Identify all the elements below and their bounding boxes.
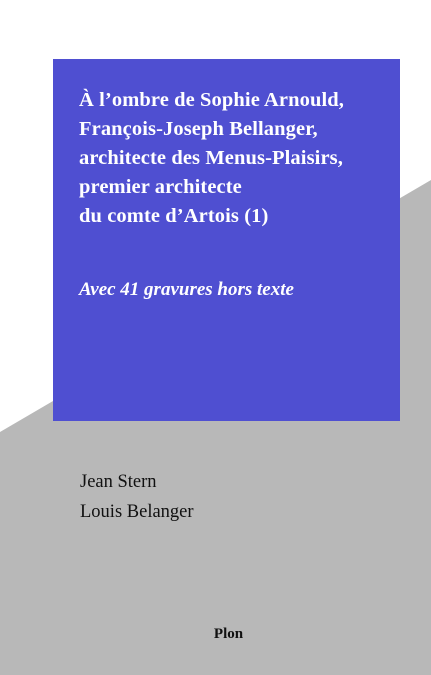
title-line-3: architecte des Menus-Plaisirs, — [79, 147, 343, 169]
author-name: Jean Stern — [80, 472, 157, 492]
book-title — [79, 86, 382, 231]
title-panel — [53, 59, 400, 421]
book-subtitle: Avec 41 gravures hors texte — [79, 279, 294, 300]
publisher-name: Plon — [213, 626, 244, 642]
author-name: Louis Belanger — [80, 502, 194, 522]
title-line-4: premier architecte — [79, 176, 242, 198]
author-list — [80, 467, 194, 527]
title-line-5: du comte d’Artois (1) — [79, 205, 269, 227]
title-line-1: À l’ombre de Sophie Arnould, — [79, 89, 344, 111]
title-line-2: François-Joseph Bellanger, — [79, 118, 318, 140]
